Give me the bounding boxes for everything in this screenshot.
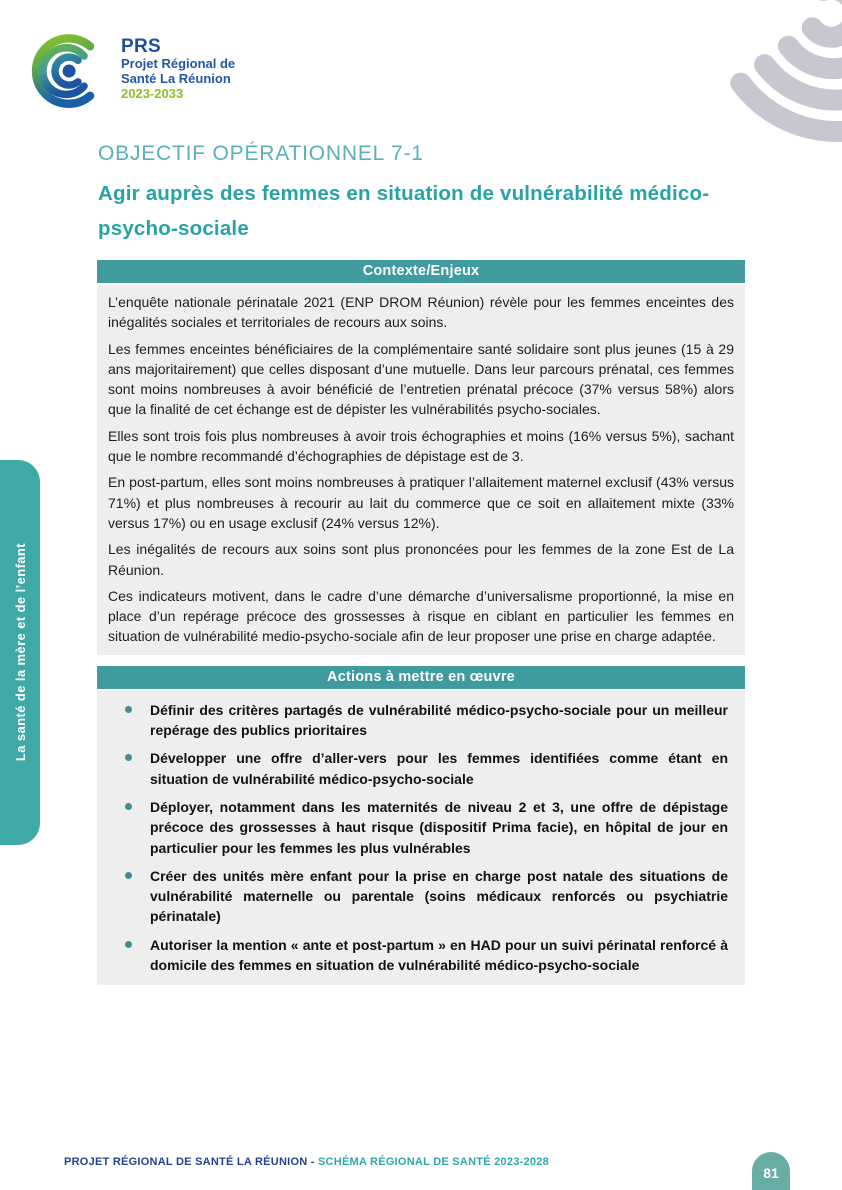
prs-logo bbox=[28, 30, 235, 114]
context-paragraph: En post-partum, elles sont moins nombreuses à pratiquer l’allaitement maternel exclusif (43% versus 71%) et plus nombreuses à recourir au lait du commerce que ce soit en allaitement mixte (33% versus 17%) ou en usage exclusif (24% versus 12%). bbox=[108, 474, 734, 531]
footer-scheme-title: SCHÉMA RÉGIONAL DE SANTÉ 2023-2028 bbox=[317, 1156, 549, 1168]
action-item bbox=[108, 748, 734, 789]
main-content bbox=[97, 260, 745, 985]
actions-list bbox=[108, 698, 734, 978]
action-item-text: Définir des critères partagés de vulnérabilité médico-psycho-sociale pour un meilleur repérage des publics prioritaires bbox=[150, 701, 728, 739]
bullet-icon bbox=[125, 872, 132, 879]
action-item-text: Autoriser la mention « ante et post-partum » en HAD pour un suivi périnatal renforcé à domicile des femmes en situation de vulnérabilité médico-psycho-sociale bbox=[150, 936, 728, 974]
objective-kicker: OBJECTIF OPÉRATIONNEL 7-1 bbox=[98, 142, 424, 165]
logo-years: 2023-2033 bbox=[121, 86, 184, 102]
action-item-text: Développer une offre d’aller-vers pour les femmes identifiées comme étant en situation de vulnérabilité médico-psycho-sociale bbox=[150, 750, 728, 787]
logo-name-line2: Santé La Réunion bbox=[121, 70, 231, 86]
bullet-icon bbox=[125, 941, 132, 948]
action-item bbox=[108, 797, 734, 858]
context-paragraph: L’enquête nationale périnatale 2021 (ENP DROM Réunion) révèle pour les femmes enceintes des inégalités sociales et territoriales de recours aux soins. bbox=[108, 294, 734, 331]
bullet-icon bbox=[125, 754, 132, 761]
actions-section-header: Actions à mettre en œuvre bbox=[97, 666, 745, 689]
action-item bbox=[108, 866, 734, 927]
context-paragraph: Elles sont trois fois plus nombreuses à avoir trois échographies et moins (16% versus 5%), sachant que le nombre recommandé d’échographies de dépistage est de 3. bbox=[108, 427, 734, 465]
bullet-icon bbox=[125, 706, 132, 713]
section-gap bbox=[97, 655, 745, 666]
context-section-header: Contexte/Enjeux bbox=[97, 260, 745, 283]
chapter-side-tab-label: La santé de la mère et de l’enfant bbox=[12, 543, 28, 762]
logo-name-line1: Projet Régional de bbox=[121, 56, 236, 72]
context-section-body bbox=[97, 285, 745, 655]
bullet-icon bbox=[125, 803, 132, 810]
page-title: Agir auprès des femmes en situation de vulnérabilité médico-psycho-sociale bbox=[98, 182, 710, 241]
actions-section-body bbox=[97, 691, 745, 986]
footer-document-title: PROJET RÉGIONAL DE SANTÉ LA RÉUNION - bbox=[64, 1156, 318, 1168]
context-paragraph: Les femmes enceintes bénéficiaires de la complémentaire santé solidaire sont plus jeunes (15 à 29 ans majoritairement) que celles disposant d’une mutuelle. Dans leur parcours prénatal, ces femmes sont moins nombreuses à avoir bénéficié de l’entretien prénatal précoce (37% versus 58%) alors que la finalité de cet échange est de dépister les vulnérabilités psycho-sociales. bbox=[108, 340, 734, 418]
action-item-text: Déployer, notamment dans les maternités de niveau 2 et 3, une offre de dépistage précoce des grossesses à haut risque (dispositif Prima facie), en hôpital de jour en particulier pour les femmes les plus vulnérables bbox=[150, 798, 728, 856]
footer bbox=[64, 1156, 549, 1168]
action-item-text: Créer des unités mère enfant pour la prise en charge post natale des situations de vulnérabilité maternelle ou parentale (soins médicaux renforcés ou psychiatrie périnatale) bbox=[150, 867, 728, 925]
prs-logo-arcs-icon bbox=[28, 30, 112, 114]
logo-acronym: PRS bbox=[121, 36, 161, 57]
context-paragraph: Les inégalités de recours aux soins sont plus prononcées pour les femmes de la zone Est de La Réunion. bbox=[108, 541, 734, 578]
context-paragraph: Ces indicateurs motivent, dans le cadre d’une démarche d’universalisme proportionné, la mise en place d’un repérage précoce des grossesses à risque en ciblant en particulier les femmes en situation de vulnérabilité medio-psycho-sociale afin de leur proposer une prise en charge adaptée. bbox=[108, 587, 734, 645]
action-item bbox=[108, 700, 734, 741]
page-number-badge: 81 bbox=[752, 1152, 790, 1190]
action-item bbox=[108, 935, 734, 976]
chapter-side-tab bbox=[0, 460, 40, 845]
